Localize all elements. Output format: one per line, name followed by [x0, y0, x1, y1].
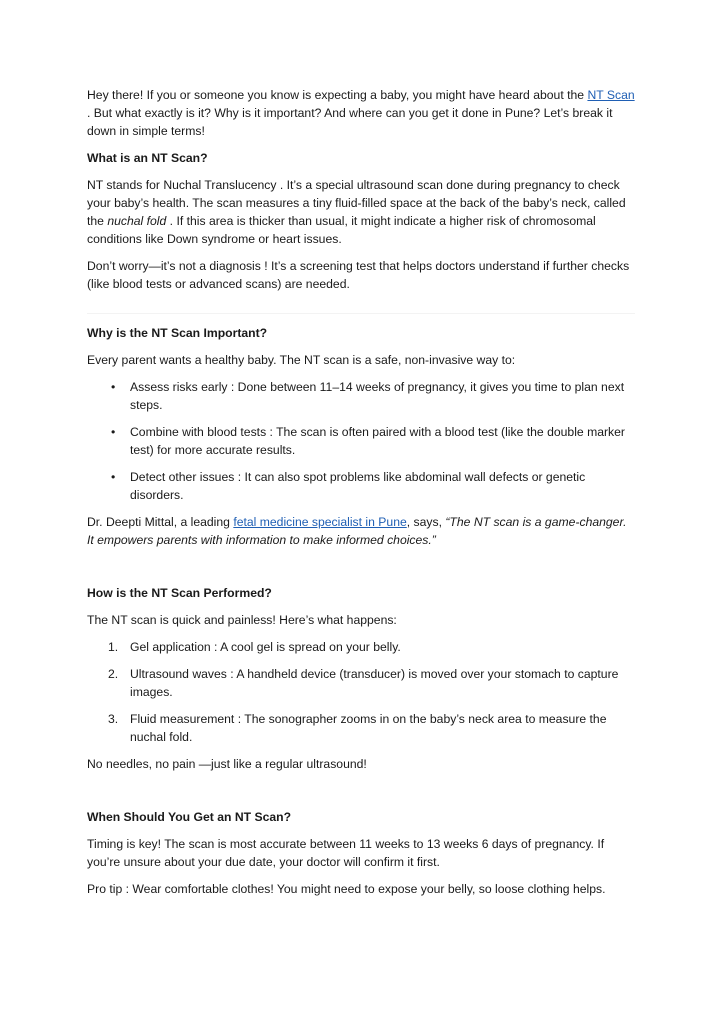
why-bullet-list	[87, 378, 635, 504]
what-text: NT stands for Nuchal Translucency . It’s a special ultrasound scan done during pregnancy to check your baby’s health. The scan measures a tiny fluid-filled space at the back of the baby’s neck, called the	[87, 178, 626, 228]
list-item-text: Combine with blood tests : The scan is often paired with a blood test (like the double marker test) for more accurate results.	[130, 425, 625, 457]
step-number: 1.	[108, 640, 119, 654]
list-item	[87, 638, 635, 656]
when-paragraph-1: Timing is key! The scan is most accurate between 11 weeks to 13 weeks 6 days of pregnancy. If you’re unsure about your due date, your doctor will confirm it first.	[87, 837, 605, 869]
intro-text: Hey there! If you or someone you know is expecting a baby, you might have heard about the	[87, 88, 588, 102]
list-item	[87, 378, 635, 414]
what-paragraph-2: Don’t worry—it’s not a diagnosis ! It’s a screening test that helps doctors understand if further checks (like blood tests or advanced scans) are needed.	[87, 259, 630, 291]
what-paragraph-1	[87, 176, 635, 248]
fetal-medicine-link[interactable]: fetal medicine specialist in Pune	[233, 515, 407, 529]
section-spacer	[87, 558, 635, 584]
quote-intro: Dr. Deepti Mittal, a leading	[87, 515, 234, 529]
list-item-text: Ultrasound waves : A handheld device (transducer) is moved over your stomach to capture images.	[130, 667, 619, 699]
when-paragraph-2: Pro tip : Wear comfortable clothes! You might need to expose your belly, so loose clothing helps.	[87, 882, 606, 896]
list-item	[87, 423, 635, 459]
list-item-text: Fluid measurement : The sonographer zooms in on the baby’s neck area to measure the nuchal fold.	[130, 712, 607, 744]
bullet-icon: •	[111, 380, 116, 394]
nuchal-fold-term: nuchal fold	[107, 214, 167, 228]
when-heading: When Should You Get an NT Scan?	[87, 810, 292, 824]
bullet-icon: •	[111, 425, 116, 439]
document-page	[87, 86, 635, 907]
list-item	[87, 710, 635, 746]
list-item-text: Assess risks early : Done between 11–14 weeks of pregnancy, it gives you time to plan next steps.	[130, 380, 625, 412]
how-outro: No needles, no pain —just like a regular ultrasound!	[87, 757, 367, 771]
section-spacer	[87, 782, 635, 808]
how-steps-list	[87, 638, 635, 746]
list-item	[87, 468, 635, 504]
step-number: 2.	[108, 667, 119, 681]
nt-scan-link[interactable]: NT Scan	[587, 88, 635, 102]
quote-says: , says,	[406, 515, 446, 529]
what-heading: What is an NT Scan?	[87, 151, 208, 165]
list-item-text: Detect other issues : It can also spot problems like abdominal wall defects or genetic disorders.	[130, 470, 586, 502]
why-heading: Why is the NT Scan Important?	[87, 326, 268, 340]
what-text-cont: . If this area is thicker than usual, it might indicate a higher risk of chromosomal conditions like Down syndrome or heart issues.	[87, 214, 596, 246]
intro-paragraph	[87, 86, 635, 140]
step-number: 3.	[108, 712, 119, 726]
quote-text: “The NT scan is a game-changer. It empowers parents with information to make informed choices.”	[87, 515, 627, 547]
intro-text-cont: . But what exactly is it? Why is it important? And where can you get it done in Pune? Let’s break it down in simple terms!	[87, 106, 613, 138]
how-intro: The NT scan is quick and painless! Here’s what happens:	[87, 613, 397, 627]
quote-paragraph	[87, 513, 635, 549]
bullet-icon: •	[111, 470, 116, 484]
list-item-text: Gel application : A cool gel is spread on your belly.	[130, 640, 401, 654]
list-item	[87, 665, 635, 701]
section-divider	[87, 313, 635, 314]
why-intro: Every parent wants a healthy baby. The NT scan is a safe, non-invasive way to:	[87, 353, 516, 367]
how-heading: How is the NT Scan Performed?	[87, 586, 272, 600]
